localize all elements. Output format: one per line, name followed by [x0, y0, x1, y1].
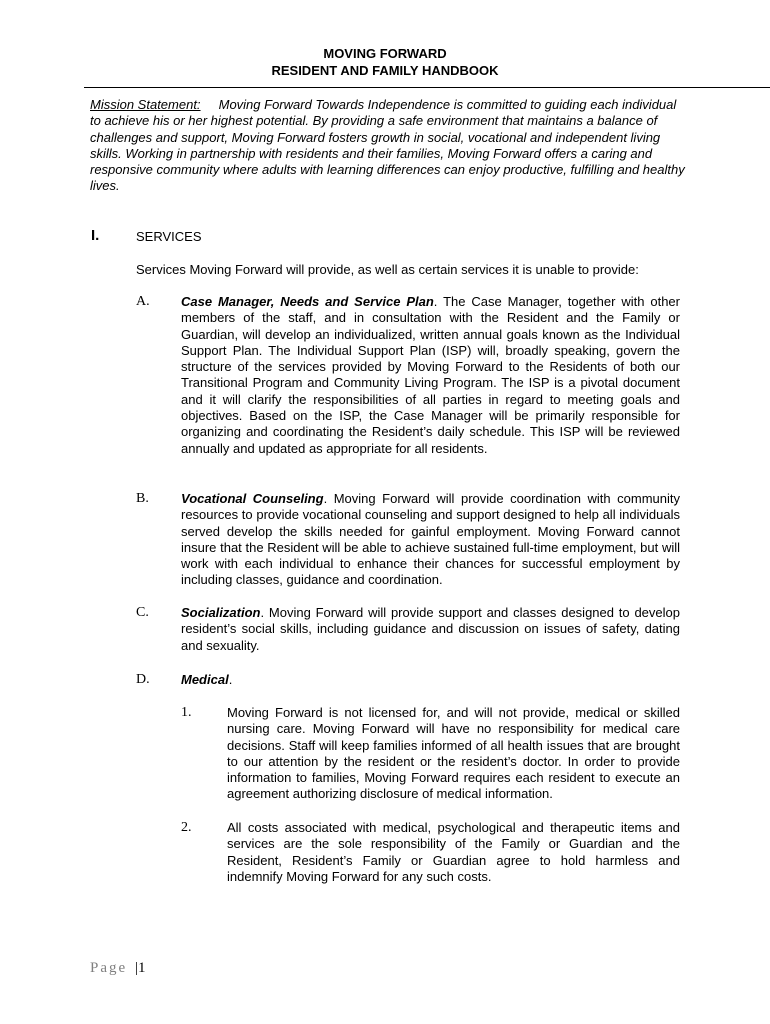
item-letter: C.: [136, 605, 149, 620]
list-item: [136, 491, 680, 589]
item-text: . Moving Forward will provide coordination with community resources to provide vocational counseling and support designed to help all individuals served develop the skills needed for gainful employment. Moving Forward cannot insure that the Resident will be able to achieve sustained full-time employment, but will work with each individual to enhance their chances for successful employment by including classes, guidance and coordination.: [181, 491, 680, 588]
item-text: .: [228, 672, 233, 687]
sub-list-item: [181, 705, 680, 803]
mission-statement: [90, 97, 690, 195]
page-footer: [90, 960, 145, 977]
header-title: MOVING FORWARD: [323, 46, 447, 61]
section-intro: Services Moving Forward will provide, as well as certain services it is unable to provide:: [136, 262, 639, 277]
sub-item-text: All costs associated with medical, psychological and therapeutic items and services are the sole responsibility of the Family or Guardian and the Resident, Resident’s Family or Guardian agree to hold harmless and indemnify Moving Forward for any such costs.: [227, 820, 680, 884]
page-label: Page: [90, 960, 128, 976]
list-item: [136, 672, 680, 688]
mission-label: Mission Statement:: [90, 97, 201, 112]
item-title: Case Manager, Needs and Service Plan: [181, 294, 434, 309]
item-title: Socialization: [181, 605, 261, 620]
section-title: SERVICES: [136, 229, 202, 244]
document-header: [0, 46, 770, 79]
list-item: [136, 294, 680, 457]
page-number: 1: [137, 960, 146, 976]
item-letter: A.: [136, 294, 150, 309]
item-title: Medical: [181, 672, 229, 687]
sub-item-number: 2.: [181, 820, 192, 835]
item-text: . The Case Manager, together with other members of the staff, and in consultation with the Resident and the Family or Guardian, will develop an individualized, written annual goals known as the Individual Support Plan. The Individual Support Plan (ISP) will, broadly speaking, govern the structure of the services provided by Moving Forward to the Residents of both our Transitional Program and Community Living Program. The ISP is a pivotal document and it will clarify the responsibilities of all parties in regard to meeting goals and objectives. Based on the ISP, the Case Manager will be primarily responsible for organizing and coordinating the Resident’s daily schedule. This ISP will be reviewed annually and updated as appropriate for all residents.: [181, 294, 680, 456]
mission-text: Moving Forward Towards Independence is committed to guiding each individual to achieve his or her highest potential. By providing a safe environment that maintains a balance of challenges and support, Moving Forward fosters growth in social, vocational and independent living skills. Working in partnership with residents and their families, Moving Forward offers a caring and responsive community where adults with learning differences can enjoy productive, fulfilling and healthy lives.: [90, 97, 685, 194]
item-letter: B.: [136, 491, 149, 506]
sub-list-item: [181, 820, 680, 885]
item-text: . Moving Forward will provide support and classes designed to develop resident’s social skills, including guidance and discussion on issues of safety, dating and sexuality.: [181, 605, 680, 653]
item-title: Vocational Counseling: [181, 491, 324, 506]
sub-item-text: Moving Forward is not licensed for, and will not provide, medical or skilled nursing care. Moving Forward will have no responsibility for medical care decisions. Staff will keep families informed of all health issues that are brought to our attention by the resident or the resident’s doctor. In order to provide information to families, Moving Forward requires each resident to execute an agreement authorizing disclosure of medical information.: [227, 705, 680, 802]
list-item: [136, 605, 680, 654]
sub-item-number: 1.: [181, 705, 192, 720]
page-separator: |: [134, 960, 138, 976]
section-number: I.: [91, 227, 100, 244]
header-subtitle: RESIDENT AND FAMILY HANDBOOK: [271, 62, 499, 78]
item-letter: D.: [136, 672, 150, 687]
header-rule: [84, 87, 770, 88]
